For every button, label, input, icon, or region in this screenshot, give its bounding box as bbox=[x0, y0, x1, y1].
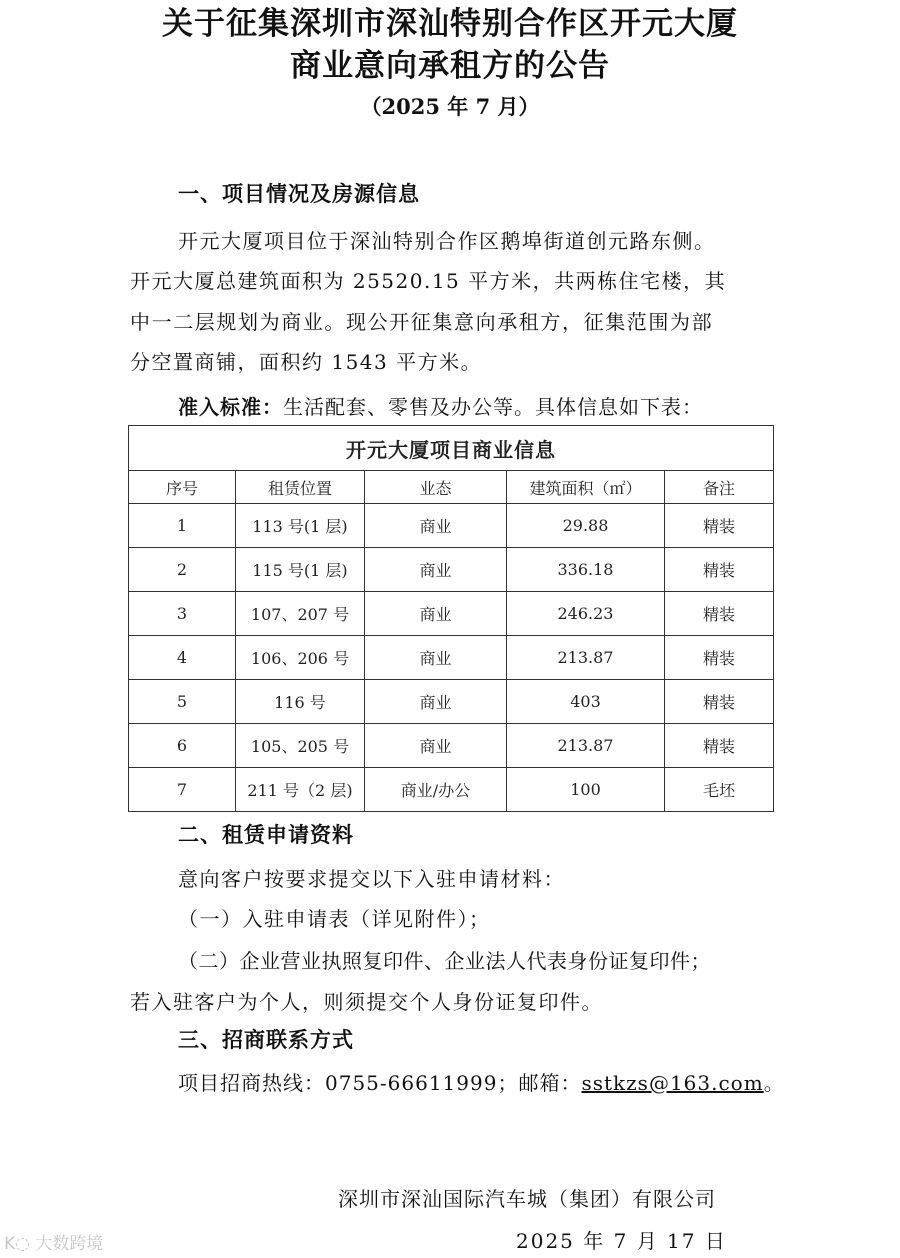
table-caption-row bbox=[129, 426, 774, 471]
cell-area: 403 bbox=[507, 680, 665, 724]
cell-area: 213.87 bbox=[507, 636, 665, 680]
notice-title-line2: 商业意向承租方的公告 bbox=[290, 48, 610, 84]
table-row bbox=[129, 592, 774, 636]
footer-company: 深圳市深汕国际汽车城（集团）有限公司 bbox=[338, 1187, 716, 1211]
cell-location: 211 号（2 层) bbox=[236, 768, 365, 812]
cell-area: 213.87 bbox=[507, 724, 665, 768]
contact-line bbox=[178, 1068, 785, 1098]
table-row bbox=[129, 504, 774, 548]
notice-date: （2025 年 7 月） bbox=[360, 94, 540, 119]
section2-intro: 意向客户按要求提交以下入驻申请材料： bbox=[178, 867, 565, 891]
cell-index: 1 bbox=[129, 504, 236, 548]
cell-location: 113 号(1 层) bbox=[236, 504, 365, 548]
cell-remark: 精装 bbox=[665, 592, 774, 636]
cell-remark: 精装 bbox=[665, 548, 774, 592]
footer-date: 2025 年 7 月 17 日 bbox=[516, 1229, 727, 1253]
contact-email-link[interactable]: sstkzs@163.com bbox=[581, 1071, 764, 1095]
table-row bbox=[129, 768, 774, 812]
cell-location: 106、206 号 bbox=[236, 636, 365, 680]
section1-para-line1: 开元大厦项目位于深汕特别合作区鹅埠街道创元路东侧。 bbox=[178, 229, 716, 253]
notice-title-line1: 关于征集深圳市深汕特别合作区开元大厦 bbox=[162, 6, 738, 42]
col-header-location: 租赁位置 bbox=[236, 471, 365, 504]
criteria-text: 生活配套、零售及办公等。具体信息如下表： bbox=[283, 395, 703, 419]
table-caption: 开元大厦项目商业信息 bbox=[129, 426, 774, 471]
cell-index: 3 bbox=[129, 592, 236, 636]
cell-type: 商业 bbox=[365, 724, 507, 768]
cell-index: 4 bbox=[129, 636, 236, 680]
cell-location: 105、205 号 bbox=[236, 724, 365, 768]
col-header-area: 建筑面积（㎡） bbox=[507, 471, 665, 504]
section3-heading: 三、招商联系方式 bbox=[178, 1028, 354, 1052]
business-info-table bbox=[128, 425, 774, 812]
cell-remark: 精装 bbox=[665, 504, 774, 548]
table-row bbox=[129, 548, 774, 592]
watermark-logo-icon: K◌ bbox=[4, 1234, 30, 1254]
cell-index: 2 bbox=[129, 548, 236, 592]
table-row bbox=[129, 680, 774, 724]
cell-remark: 精装 bbox=[665, 724, 774, 768]
cell-area: 246.23 bbox=[507, 592, 665, 636]
contact-hotline: 项目招商热线：0755-66611999；邮箱： bbox=[178, 1071, 582, 1095]
col-header-type: 业态 bbox=[365, 471, 507, 504]
cell-index: 6 bbox=[129, 724, 236, 768]
cell-area: 336.18 bbox=[507, 548, 665, 592]
cell-index: 5 bbox=[129, 680, 236, 724]
section1-heading: 一、项目情况及房源信息 bbox=[178, 182, 420, 206]
cell-location: 115 号(1 层) bbox=[236, 548, 365, 592]
section2-item2-line2: 若入驻客户为个人，则须提交个人身份证复印件。 bbox=[130, 990, 603, 1014]
section2-item1: （一）入驻申请表（详见附件）； bbox=[178, 907, 491, 931]
col-header-remark: 备注 bbox=[665, 471, 774, 504]
watermark bbox=[4, 1229, 103, 1254]
cell-type: 商业 bbox=[365, 592, 507, 636]
section2-item2-line1: （二）企业营业执照复印件、企业法人代表身份证复印件； bbox=[178, 949, 711, 973]
cell-type: 商业/办公 bbox=[365, 768, 507, 812]
table-header-row bbox=[129, 471, 774, 504]
section2-heading: 二、租赁申请资料 bbox=[178, 823, 354, 847]
col-header-index: 序号 bbox=[129, 471, 236, 504]
contact-suffix: 。 bbox=[763, 1071, 785, 1095]
cell-area: 29.88 bbox=[507, 504, 665, 548]
criteria-label: 准入标准： bbox=[178, 395, 283, 419]
cell-index: 7 bbox=[129, 768, 236, 812]
cell-remark: 精装 bbox=[665, 636, 774, 680]
cell-location: 107、207 号 bbox=[236, 592, 365, 636]
cell-remark: 精装 bbox=[665, 680, 774, 724]
table-row bbox=[129, 636, 774, 680]
section1-para-line2: 开元大厦总建筑面积为 25520.15 平方米，共两栋住宅楼，其 bbox=[130, 269, 727, 293]
section1-para-line4: 分空置商铺，面积约 1543 平方米。 bbox=[130, 350, 483, 374]
cell-type: 商业 bbox=[365, 680, 507, 724]
cell-type: 商业 bbox=[365, 504, 507, 548]
cell-type: 商业 bbox=[365, 636, 507, 680]
cell-type: 商业 bbox=[365, 548, 507, 592]
criteria-line bbox=[178, 392, 703, 422]
watermark-text: 大数跨境 bbox=[35, 1234, 104, 1254]
cell-remark: 毛坯 bbox=[665, 768, 774, 812]
cell-area: 100 bbox=[507, 768, 665, 812]
cell-location: 116 号 bbox=[236, 680, 365, 724]
table-row bbox=[129, 724, 774, 768]
section1-para-line3: 中一二层规划为商业。现公开征集意向承租方，征集范围为部 bbox=[130, 310, 714, 334]
